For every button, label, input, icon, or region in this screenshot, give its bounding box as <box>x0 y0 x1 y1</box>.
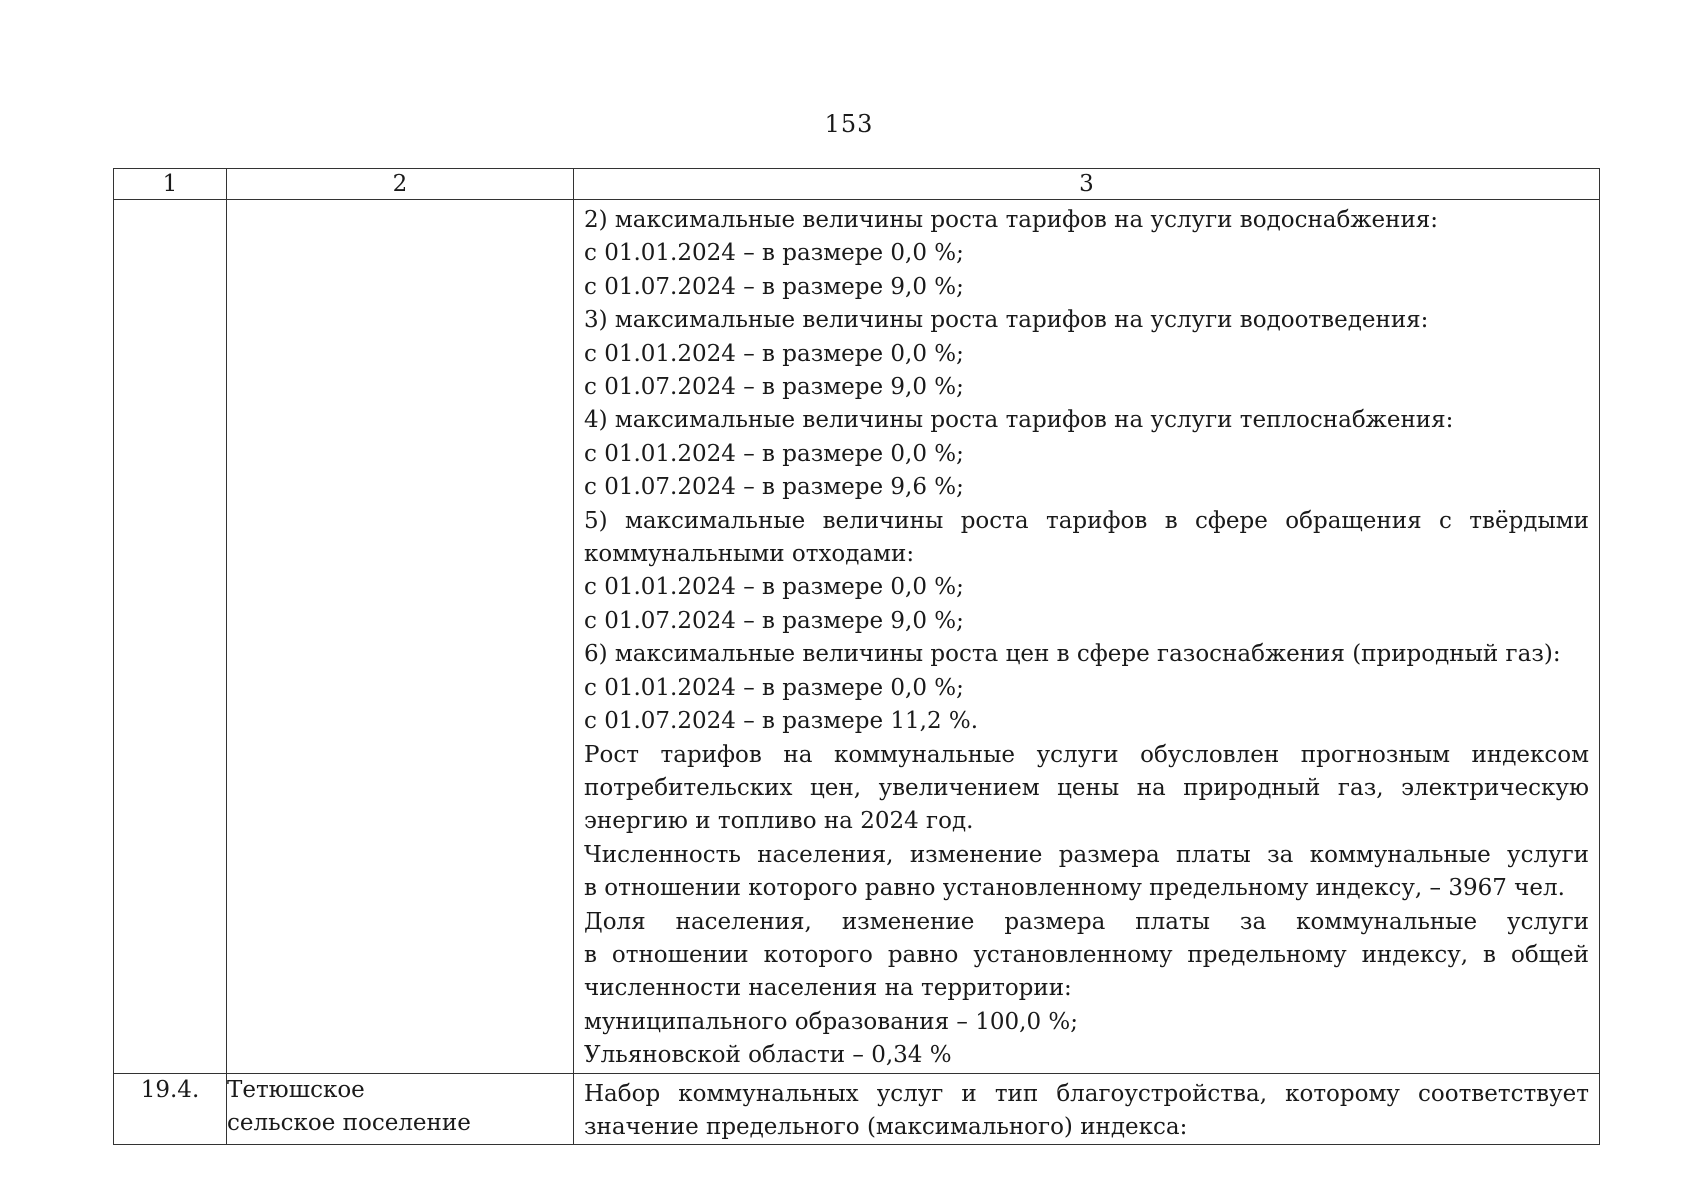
row2-content-cell <box>574 1073 1600 1145</box>
text-line: Рост тарифов на коммунальные услуги обусловлен прогнозным индексом <box>584 741 1589 768</box>
text-line: 5) максимальные величины роста тарифов в сфере обращения с твёрдыми <box>584 507 1589 534</box>
text-line: с 01.07.2024 – в размере 9,0 %; <box>584 273 964 300</box>
row2-name-line: Тетюшское <box>227 1076 365 1103</box>
text-line: Набор коммунальных услуг и тип благоустройства, которому соответствует <box>584 1080 1589 1107</box>
text-line: 3) максимальные величины роста тарифов на услуги водоотведения: <box>584 307 1429 334</box>
text-line: 6) максимальные величины роста цен в сфере газоснабжения (природный газ): <box>584 641 1561 668</box>
text-line: с 01.07.2024 – в размере 9,6 %; <box>584 474 964 501</box>
text-line: с 01.01.2024 – в размере 0,0 %; <box>584 674 964 701</box>
text-line: Численность населения, изменение размера платы за коммунальные услуги <box>584 841 1589 868</box>
text-line: коммунальными отходами: <box>584 541 915 568</box>
table-header-row <box>114 169 1600 200</box>
text-line: с 01.07.2024 – в размере 9,0 %; <box>584 607 964 634</box>
row1-content-text <box>574 200 1599 1073</box>
text-line: в отношении которого равно установленному предельному индексу, в общей <box>584 941 1589 968</box>
row1-name-cell <box>227 200 574 1074</box>
text-line: 4) максимальные величины роста тарифов на услуги теплоснабжения: <box>584 407 1454 434</box>
text-line: численности населения на территории: <box>584 975 1072 1002</box>
text-line: в отношении которого равно установленному предельному индексу, – 3967 чел. <box>584 875 1565 902</box>
header-cell-3: 3 <box>574 169 1600 200</box>
text-line: с 01.07.2024 – в размере 11,2 %. <box>584 708 979 735</box>
row2-content-text <box>574 1074 1599 1145</box>
row1-content-cell <box>574 200 1600 1074</box>
text-line: энергию и топливо на 2024 год. <box>584 808 974 835</box>
row1-number-cell <box>114 200 227 1074</box>
text-line: потребительских цен, увеличением цены на природный газ, электрическую <box>584 774 1589 801</box>
text-line: Доля населения, изменение размера платы за коммунальные услуги <box>584 908 1589 935</box>
header-cell-1: 1 <box>114 169 227 200</box>
text-line: муниципального образования – 100,0 %; <box>584 1008 1078 1035</box>
tariff-table <box>113 168 1600 1145</box>
row2-name-line: сельское поселение <box>227 1109 471 1136</box>
row2-number-cell: 19.4. <box>114 1073 227 1145</box>
text-line: с 01.01.2024 – в размере 0,0 %; <box>584 340 964 367</box>
text-line: 2) максимальные величины роста тарифов на услуги водоснабжения: <box>584 207 1439 233</box>
table-row <box>114 200 1600 1074</box>
text-line: значение предельного (максимального) индекса: <box>584 1113 1188 1140</box>
text-line: с 01.07.2024 – в размере 9,0 %; <box>584 374 964 401</box>
table-row <box>114 1073 1600 1145</box>
row2-name-cell <box>227 1073 574 1145</box>
text-line: с 01.01.2024 – в размере 0,0 %; <box>584 440 964 467</box>
text-line: Ульяновской области – 0,34 % <box>584 1042 952 1069</box>
page-number: 153 <box>824 110 874 138</box>
text-line: с 01.01.2024 – в размере 0,0 %; <box>584 574 964 601</box>
header-cell-2: 2 <box>227 169 574 200</box>
text-line: с 01.01.2024 – в размере 0,0 %; <box>584 240 964 267</box>
